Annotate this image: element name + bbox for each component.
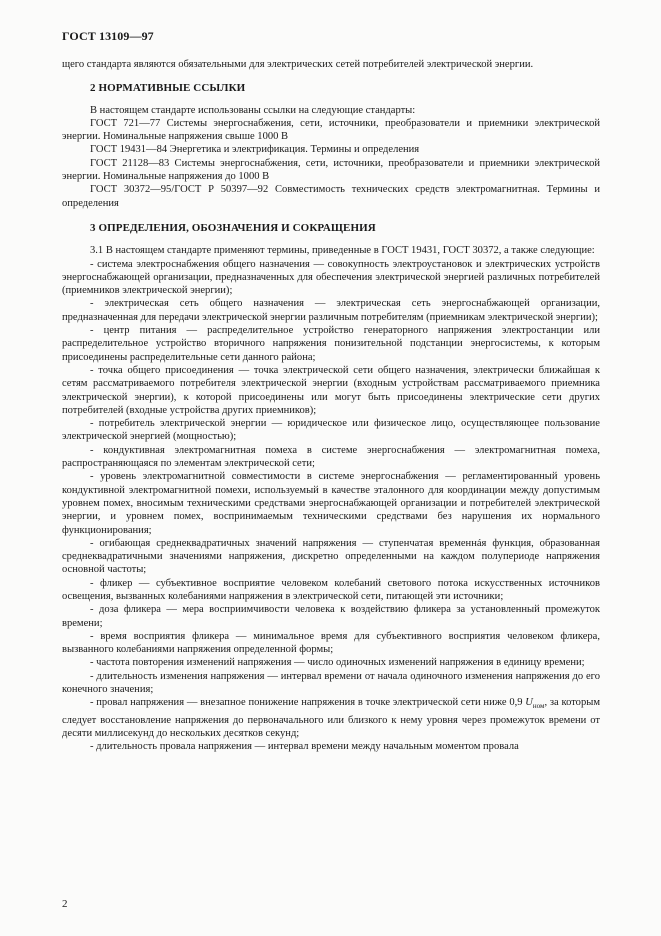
definition-item: - длительность провала напряжения — интервал времени между начальным моментом провала [90, 741, 519, 753]
document-header: ГОСТ 13109—97 [62, 29, 154, 43]
definition-item: - длительность изменения напряжения — интервал времени от начала одиночного изменения напряжения до его конечного значения; [62, 670, 600, 696]
definition-item: - огибающая среднеквадратичных значений напряжения — ступенчатая временнáя функция, образованная среднеквадратичными значениями напряжения, дискретно определенными на каждом полупериоде напряжения основной частоты; [62, 537, 600, 576]
definition-item: - доза фликера — мера восприимчивости человека к воздействию фликера за установленный промежуток времени; [62, 604, 600, 629]
intro-continuation: щего стандарта являются обязательными для электрических сетей потребителей электрической энергии. [62, 59, 534, 70]
section-3-paragraphs [62, 244, 600, 753]
definition-item: - время восприятия фликера — минимальное время для субъективного восприятия человеком фликера, вызванного колебаниями напряжения определенной формы; [62, 630, 600, 656]
reference-item: ГОСТ 721—77 Системы энергоснабжения, сети, источники, преобразователи и приемники электрической энергии. Номинальные напряжения свыше 1000 В [62, 117, 600, 143]
definition-item: - кондуктивная электромагнитная помеха в системе энергоснабжения — электромагнитная помеха, распространяющаяся по элементам электрической сети; [62, 444, 600, 470]
voltage-subscript: ном [532, 702, 545, 711]
document-body [62, 58, 600, 754]
reference-item: ГОСТ 21128—83 Системы энергоснабжения, сети, источники, преобразователи и приемники электрической энергии. Номинальные напряжения до 1000 В [62, 157, 600, 183]
definition-item: - частота повторения изменений напряжения — число одиночных изменений напряжения в единицу времени; [90, 657, 585, 669]
definition-item: - уровень электромагнитной совместимости в системе энергоснабжения — регламентированный уровень кондуктивной электромагнитной помехи, используемый в качестве эталонного для координации между допустимым уровнем помех, вносимым техническими средствами энергоснабжающей организации и потребителей электрической энергии, и уровнем помех, воспринимаемым техническими средствами без нарушения их нормального функционирования; [62, 471, 600, 536]
definition-item: - центр питания — распределительное устройство генераторного напряжения электростанции или распределительное устройство вторичного напряжения понизительной подстанции энергосистемы, к которым присоединены распределительные сети данного района; [62, 325, 600, 363]
definition-item: - электрическая сеть общего назначения — электрическая сеть энергоснабжающей организации, предназначенная для передачи электрической энергии различным потребителям (приемникам электрической энергии); [62, 298, 600, 323]
reference-item: ГОСТ 19431—84 Энергетика и электрификация. Термины и определения [90, 144, 420, 156]
section-2-paragraphs [62, 104, 600, 210]
definition-item: - система электроснабжения общего назначения — совокупность электроустановок и электрических устройств энергоснабжающей организации, предназначенных для обеспечения электрической энергией различных потребителей (приемников электрической энергии); [62, 258, 600, 297]
section-2-heading: 2 НОРМАТИВНЫЕ ССЫЛКИ [90, 82, 246, 95]
section-3-heading: 3 ОПРЕДЕЛЕНИЯ, ОБОЗНАЧЕНИЯ И СОКРАЩЕНИЯ [90, 221, 376, 234]
definition-item: - потребитель электрической энергии — юридическое или физическое лицо, осуществляющее пользование электрической энергией (мощностью); [62, 418, 600, 443]
paragraph: 3.1 В настоящем стандарте применяют термины, приведенные в ГОСТ 19431, ГОСТ 30372, а также следующие: [90, 245, 595, 257]
paragraph: В настоящем стандарте использованы ссылки на следующие стандарты: [90, 104, 416, 116]
dip-text-end: , за которым следует восстановление напряжения до первоначального или близкого к нему уровня через промежуток времени от десяти миллисекунд до нескольких десятков секунд; [62, 697, 600, 740]
page-number: 2 [62, 898, 68, 910]
definition-item: - точка общего присоединения — точка электрической сети общего назначения, электрически ближайшая к сетям рассматриваемого потребителя электрической энергии (входным устройствам рассматриваемого приемника электрической энергии), к которой присоединены или могут быть присоединены электрические сети других потребителей (входные устройства других приемников); [62, 364, 600, 416]
reference-item: ГОСТ 30372—95/ГОСТ Р 50397—92 Совместимость технических средств электромагнитная. Термины и определения [62, 184, 600, 209]
dip-text-start: - провал напряжения — внезапное понижение напряжения в точке электрической сети ниже 0,9 [90, 697, 526, 709]
voltage-symbol: U [525, 697, 533, 709]
definition-item-voltage-dip [62, 696, 600, 740]
definition-item: - фликер — субъективное восприятие человеком колебаний светового потока искусственных источников освещения, вызванных колебаниями напряжения в электрической сети, питающей эти источники; [62, 577, 600, 602]
